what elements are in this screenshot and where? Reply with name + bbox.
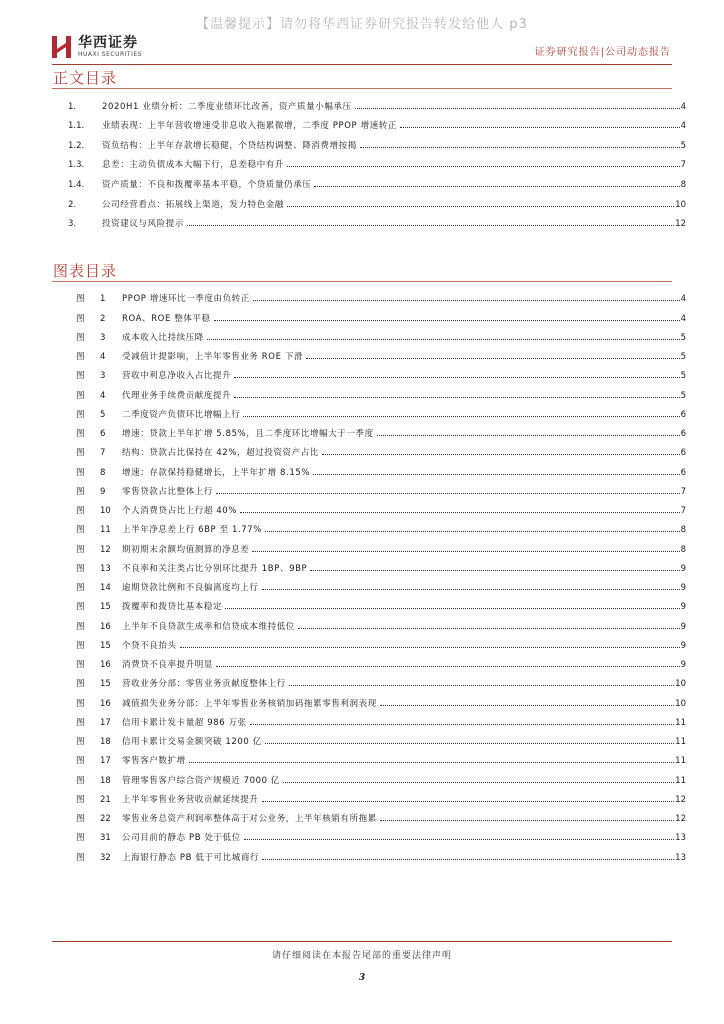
figure-caption: 消费贷不良率提升明显: [122, 660, 214, 670]
figure-caption: PPOP 增速环比一季度由负转正: [122, 294, 250, 305]
dot-leader: [207, 339, 680, 340]
figure-page: 5: [680, 371, 686, 382]
dot-leader: [240, 512, 680, 513]
figure-number: 16: [100, 660, 111, 670]
figure-row[interactable]: [76, 766, 686, 785]
figure-number: 12: [100, 544, 111, 555]
figure-caption: 营收业务分部：零售业务贡献度整体上行: [122, 679, 286, 690]
toc-title-rule: [52, 88, 672, 89]
figure-label: 图: [76, 390, 85, 401]
toc-row[interactable]: 1. 2020H1 业绩分析：二季度业绩环比改善，资产质量小幅承压 4: [68, 101, 686, 112]
figure-row[interactable]: [76, 593, 686, 612]
figure-page: 9: [680, 583, 686, 593]
figure-label: 图: [76, 640, 85, 651]
dot-leader: [234, 377, 679, 378]
figure-page: 7: [680, 506, 686, 516]
header-divider: [52, 64, 672, 65]
figure-number: 15: [100, 602, 111, 613]
toc-title: 正文目录: [53, 69, 118, 87]
figure-number: 2: [100, 313, 106, 324]
figure-page: 11: [675, 737, 686, 747]
figure-caption: 期初期末余额均值测算的净息差: [122, 544, 250, 555]
figure-number: 14: [100, 583, 111, 593]
dot-leader: [322, 454, 680, 455]
figure-page: 5: [680, 390, 686, 401]
figure-caption: 结构：贷款占比保持在 42%，超过投资资产占比: [122, 448, 319, 459]
huaxi-logo-icon: [52, 36, 72, 58]
figure-label: 图: [76, 332, 85, 343]
figure-page: 4: [680, 313, 686, 324]
figure-row[interactable]: [76, 689, 686, 708]
figure-row[interactable]: [76, 843, 686, 862]
toc-row[interactable]: 1.3. 息差：主动负债成本大幅下行，息差稳中有升 7: [68, 160, 686, 171]
dot-leader: [265, 531, 680, 532]
figure-row[interactable]: [76, 304, 686, 323]
figure-caption: 不良率和关注类占比分别环比提升 1BP、9BP: [122, 563, 308, 574]
figure-caption: 增速：存款保持稳健增长，上半年扩增 8.15%: [122, 467, 311, 478]
figure-caption: 营收中利息净收入占比提升: [122, 371, 232, 382]
dot-leader: [380, 820, 674, 821]
figure-number: 16: [100, 698, 111, 709]
figure-number: 21: [100, 794, 111, 805]
figure-row[interactable]: [76, 497, 686, 516]
figure-caption: 受减值计提影响，上半年零售业务 ROE 下滑: [122, 352, 304, 362]
figure-caption: 成本收入比持续压降: [122, 332, 204, 343]
figure-label: 图: [76, 294, 85, 305]
dot-leader: [262, 589, 680, 590]
figure-label: 图: [76, 544, 85, 555]
figure-page: 6: [680, 467, 686, 478]
figure-caption: 拨覆率和拨贷比基本稳定: [122, 602, 223, 613]
dot-leader: [234, 397, 679, 398]
figure-page: 4: [680, 294, 686, 305]
figure-number: 15: [100, 679, 111, 690]
figure-number: 4: [100, 390, 106, 401]
figure-number: 16: [100, 621, 111, 632]
figure-page: 9: [680, 640, 686, 651]
figure-number: 13: [100, 563, 111, 574]
toc-row[interactable]: 3. 投资建议与风险提示 12: [68, 219, 686, 230]
figure-label: 图: [76, 737, 85, 747]
figure-number: 10: [100, 506, 111, 516]
watermark-notice: 【温馨提示】请勿将华西证券研究报告转发给他人 p3: [196, 17, 528, 32]
figure-number: 17: [100, 756, 111, 767]
toc-row[interactable]: 2. 公司经营看点：拓展线上渠道，发力特色金融 10: [68, 199, 686, 210]
figure-label: 图: [76, 486, 85, 497]
figure-page: 11: [675, 717, 686, 728]
dot-leader: [252, 551, 679, 552]
figure-label: 图: [76, 448, 85, 459]
brand-logo: [52, 35, 142, 59]
figure-caption: 零售客户数扩增: [122, 756, 186, 767]
figure-caption: ROA、ROE 整体平稳: [122, 313, 211, 324]
figure-page: 6: [680, 429, 686, 439]
figure-number: 31: [100, 833, 111, 844]
figure-row[interactable]: [76, 458, 686, 477]
figure-label: 图: [76, 660, 85, 670]
figure-page: 6: [680, 448, 686, 459]
figure-row[interactable]: [76, 805, 686, 824]
figure-number: 9: [100, 486, 106, 497]
figure-number: 3: [100, 332, 106, 343]
dot-leader: [243, 416, 679, 417]
toc-row[interactable]: 1.1. 业绩表现：上半年营收增速受非息收入拖累微增，二季度 PPOP 增速转正 4: [68, 121, 686, 132]
figure-row[interactable]: [76, 728, 686, 747]
figure-label: 图: [76, 852, 85, 863]
dot-leader: [262, 859, 674, 860]
figure-number: 11: [100, 525, 111, 536]
figure-page: 9: [680, 660, 686, 670]
figure-row[interactable]: [76, 439, 686, 458]
dot-leader: [306, 358, 680, 359]
figure-page: 8: [680, 525, 686, 536]
figure-row[interactable]: [76, 362, 686, 381]
figure-row[interactable]: [76, 420, 686, 439]
figure-number: 15: [100, 640, 111, 651]
dot-leader: [216, 666, 680, 667]
figure-number: 7: [100, 448, 106, 459]
figure-row[interactable]: [76, 535, 686, 554]
figure-caption: 公司目前的静态 PB 处于低位: [122, 833, 241, 844]
figure-number: 4: [100, 352, 106, 362]
figure-row[interactable]: [76, 709, 686, 728]
figure-page: 9: [680, 563, 686, 574]
figure-label: 图: [76, 525, 85, 536]
figure-number: 8: [100, 467, 106, 478]
figure-page: 10: [675, 698, 686, 709]
figure-row[interactable]: [76, 555, 686, 574]
figure-caption: 二季度资产负债环比增幅上行: [122, 409, 241, 420]
legal-notice: 请仔细阅读在本报告尾部的重要法律声明: [271, 951, 452, 961]
dot-leader: [216, 493, 680, 494]
dot-leader: [214, 320, 680, 321]
figure-caption: 信用卡累计交易金额突破 1200 亿: [122, 737, 262, 747]
figure-number: 18: [100, 775, 111, 786]
figure-page: 12: [675, 814, 686, 824]
figure-page: 8: [680, 544, 686, 555]
figure-row[interactable]: [76, 670, 686, 689]
figure-row[interactable]: [76, 324, 686, 343]
figure-page: 13: [675, 833, 686, 844]
figures-title-rule: [52, 281, 672, 282]
dot-leader: [313, 474, 680, 475]
figure-page: 11: [675, 756, 686, 767]
figure-label: 图: [76, 313, 85, 324]
figure-row[interactable]: [76, 612, 686, 631]
figure-number: 18: [100, 737, 111, 747]
figure-page: 5: [680, 332, 686, 343]
figure-label: 图: [76, 775, 85, 786]
figure-label: 图: [76, 756, 85, 767]
dot-leader: [189, 762, 674, 763]
dot-leader: [250, 724, 674, 725]
figure-caption: 信用卡累计发卡量超 986 万张: [122, 717, 247, 728]
figure-label: 图: [76, 409, 85, 420]
figure-caption: 零售贷款占比整体上行: [122, 486, 214, 497]
figure-row[interactable]: [76, 285, 686, 304]
figure-caption: 逾期贷款比例和不良偏离度均上行: [122, 583, 259, 593]
figure-page: 11: [675, 775, 686, 786]
figure-row[interactable]: [76, 824, 686, 843]
figures-title: 图表目录: [53, 262, 118, 280]
figure-label: 图: [76, 833, 85, 844]
dot-leader: [225, 608, 679, 609]
figure-label: 图: [76, 506, 85, 516]
figure-label: 图: [76, 717, 85, 728]
footer-divider: [52, 941, 672, 942]
figure-label: 图: [76, 698, 85, 709]
figure-row[interactable]: [76, 516, 686, 535]
figure-label: 图: [76, 583, 85, 593]
figure-caption: 代理业务手续费贡献度提升: [122, 390, 232, 401]
report-type: 证券研究报告|公司动态报告: [534, 47, 671, 58]
figure-number: 6: [100, 429, 106, 439]
figure-label: 图: [76, 621, 85, 632]
dot-leader: [310, 570, 679, 571]
brand-name-en: HUAXI SECURITIES: [78, 51, 142, 58]
figure-caption: 上半年净息差上行 6BP 至 1.77%: [122, 525, 262, 536]
figure-label: 图: [76, 429, 85, 439]
figure-caption: 减值损失业务分部：上半年零售业务核销加码拖累零售利润表现: [122, 698, 377, 709]
figure-label: 图: [76, 467, 85, 478]
figure-label: 图: [76, 563, 85, 574]
figure-label: 图: [76, 602, 85, 613]
figure-row[interactable]: [76, 632, 686, 651]
figure-row[interactable]: [76, 786, 686, 805]
figure-page: 6: [680, 409, 686, 420]
dot-leader: [377, 435, 680, 436]
dot-leader: [265, 743, 674, 744]
figure-row[interactable]: [76, 478, 686, 497]
figure-page: 9: [680, 602, 686, 613]
dot-leader: [262, 801, 675, 802]
figure-row[interactable]: [76, 574, 686, 593]
figure-caption: 上海银行静态 PB 低于可比城商行: [122, 852, 260, 863]
toc-row[interactable]: 1.2. 资负结构：上半年存款增长稳健，个贷结构调整、降消费增按揭 5: [68, 140, 686, 151]
figure-label: 图: [76, 352, 85, 362]
figure-label: 图: [76, 371, 85, 382]
figure-caption: 上半年不良贷款生成率和信贷成本维持低位: [122, 621, 295, 632]
dot-leader: [380, 705, 674, 706]
figure-number: 17: [100, 717, 111, 728]
figure-page: 7: [680, 486, 686, 497]
figure-number: 3: [100, 371, 106, 382]
figure-number: 32: [100, 852, 111, 863]
figure-row[interactable]: [76, 343, 686, 362]
figure-label: 图: [76, 814, 85, 824]
figure-label: 图: [76, 679, 85, 690]
figure-number: 1: [100, 294, 106, 305]
figure-number: 22: [100, 814, 111, 824]
figure-page: 9: [680, 621, 686, 632]
figure-caption: 增速：贷款上半年扩增 5.85%，且二季度环比增幅大于一季度: [122, 429, 374, 439]
dot-leader: [253, 300, 680, 301]
brand-name-cn: 华西证券: [78, 35, 138, 51]
figure-page: 5: [680, 352, 686, 362]
figure-list: [76, 285, 686, 863]
dot-leader: [244, 839, 674, 840]
toc-list: [68, 92, 686, 229]
figure-caption: 个贷不良抬头: [122, 640, 177, 651]
toc-row[interactable]: 1.4. 资产质量：不良和拨覆率基本平稳，个贷质量仍承压 8: [68, 179, 686, 190]
dot-leader: [180, 647, 680, 648]
figure-row[interactable]: [76, 401, 686, 420]
figure-row[interactable]: [76, 381, 686, 400]
figure-caption: 上半年零售业务营收贡献延续提升: [122, 794, 259, 805]
figure-page: 13: [675, 852, 686, 863]
figure-number: 5: [100, 409, 106, 420]
figure-page: 12: [675, 794, 686, 805]
dot-leader: [298, 628, 680, 629]
figure-caption: 个人消费贷占比上行超 40%: [122, 506, 237, 516]
page-number: 3: [358, 973, 366, 983]
figure-page: 10: [675, 679, 686, 690]
figure-label: 图: [76, 794, 85, 805]
figure-caption: 零售业务总资产利润率整体高于对公业务，上半年核销有所拖累: [122, 814, 377, 824]
figure-row[interactable]: [76, 651, 686, 670]
figure-caption: 管理零售客户综合资产规模近 7000 亿: [122, 775, 281, 786]
figure-row[interactable]: [76, 747, 686, 766]
dot-leader: [289, 685, 674, 686]
dot-leader: [283, 782, 674, 783]
